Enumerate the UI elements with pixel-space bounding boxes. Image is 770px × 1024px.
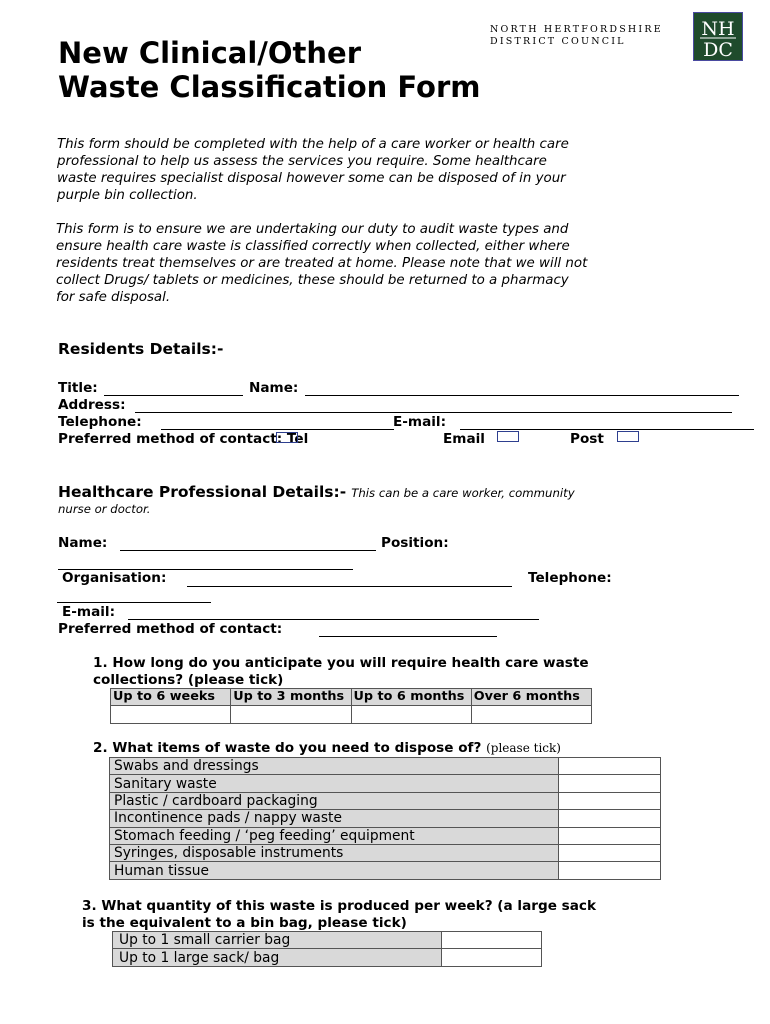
duration-tick-cell[interactable] [111,706,231,723]
question-3-line-2: is the equivalent to a bin bag, please tick) [82,914,407,931]
post-option-label: Post [570,431,604,447]
quantity-tick-cell[interactable] [442,949,542,966]
post-checkbox[interactable] [617,431,639,442]
duration-option: Over 6 months [471,689,591,706]
council-logo [693,12,743,61]
title-field[interactable] [104,395,243,396]
professional-email-field[interactable] [128,619,539,620]
waste-item-label: Human tissue [110,862,559,879]
question-2 [93,740,561,757]
intro-line: purple bin collection. [57,188,198,203]
professional-email-label: E-mail: [62,604,116,620]
intro-line: collect Drugs/ tablets or medicines, these should be returned to a pharmacy [56,273,569,288]
duration-header-row [111,689,592,706]
duration-table [110,688,592,724]
council-line-1: NORTH HERTFORDSHIRE [490,24,663,35]
intro-line: for safe disposal. [56,290,171,305]
table-row [113,949,542,966]
question-3-line-1: 3. What quantity of this waste is produced per week? (a large sack [82,898,597,914]
table-row [110,810,661,827]
professional-heading [58,482,575,501]
email-checkbox[interactable] [497,431,519,442]
resident-email-label: E-mail: [393,414,447,430]
tel-checkbox[interactable] [276,432,298,443]
duration-tick-row [111,706,592,723]
intro-line: This form is to ensure we are undertaking our duty to audit waste types and [56,222,569,237]
quantity-label: Up to 1 small carrier bag [113,932,442,949]
waste-item-tick-cell[interactable] [559,758,661,775]
position-label: Position: [381,535,449,551]
quantity-label: Up to 1 large sack/ bag [113,949,442,966]
residents-heading: Residents Details:- [58,340,224,358]
professional-note-2: nurse or doctor. [58,502,151,516]
council-line-2: DISTRICT COUNCIL [490,36,626,47]
waste-item-tick-cell[interactable] [559,862,661,879]
organisation-field[interactable] [187,586,512,587]
waste-item-label: Syringes, disposable instruments [110,844,559,861]
waste-item-tick-cell[interactable] [559,827,661,844]
waste-item-label: Swabs and dressings [110,758,559,775]
professional-heading-text: Healthcare Professional Details:- [58,483,347,501]
resident-name-field[interactable] [305,395,739,396]
question-3 [82,898,596,931]
duration-option: Up to 6 months [351,689,471,706]
professional-name-field[interactable] [120,550,376,551]
logo-text-top: NH [701,18,735,40]
waste-item-label: Plastic / cardboard packaging [110,792,559,809]
professional-note: This can be a care worker, community [351,486,575,500]
waste-item-label: Incontinence pads / nappy waste [110,810,559,827]
waste-item-tick-cell[interactable] [559,775,661,792]
duration-tick-cell[interactable] [351,706,471,723]
quantity-tick-cell[interactable] [442,932,542,949]
address-label: Address: [58,397,126,413]
professional-telephone-label: Telephone: [528,570,612,586]
intro-paragraph-1 [57,136,569,204]
title-line-1: New Clinical/Other [58,36,361,70]
waste-item-tick-cell[interactable] [559,792,661,809]
question-2-text: 2. What items of waste do you need to dispose of? [93,740,482,756]
professional-contact-field[interactable] [319,636,497,637]
question-1-line-1: 1. How long do you anticipate you will require health care waste [93,655,589,671]
address-field[interactable] [135,412,732,413]
waste-items-table [109,757,661,880]
email-option-label: Email [443,431,485,447]
intro-line: residents treat themselves or are treated at home. Please note that we will not [56,256,588,271]
table-row [110,758,661,775]
resident-contact-label: Preferred method of contact: Tel [58,431,309,447]
table-row [110,775,661,792]
table-row [110,827,661,844]
table-row [110,862,661,879]
organisation-label: Organisation: [62,570,167,586]
professional-name-label: Name: [58,535,108,551]
intro-paragraph-2 [56,221,587,306]
title-line-2: Waste Classification Form [58,70,481,104]
resident-name-label: Name: [249,380,299,396]
page-title [58,36,480,104]
duration-tick-cell[interactable] [471,706,591,723]
waste-item-tick-cell[interactable] [559,844,661,861]
resident-telephone-label: Telephone: [58,414,142,430]
table-row [110,844,661,861]
intro-line: professional to help us assess the services you require. Some healthcare [57,154,547,169]
question-1 [93,655,589,688]
duration-option: Up to 6 weeks [111,689,231,706]
waste-item-tick-cell[interactable] [559,810,661,827]
intro-line: ensure health care waste is classified correctly when collected, either where [56,239,570,254]
intro-line: waste requires specialist disposal however some can be disposed of in your [57,171,566,186]
intro-line: This form should be completed with the help of a care worker or health care [57,137,569,152]
resident-telephone-field[interactable] [161,429,394,430]
quantity-table [112,931,542,967]
waste-item-label: Stomach feeding / ‘peg feeding’ equipment [110,827,559,844]
waste-item-label: Sanitary waste [110,775,559,792]
duration-tick-cell[interactable] [231,706,351,723]
title-label: Title: [58,380,98,396]
professional-contact-label: Preferred method of contact: [58,621,283,637]
duration-option: Up to 3 months [231,689,351,706]
resident-email-field[interactable] [460,429,754,430]
professional-telephone-field[interactable] [57,602,211,603]
question-1-line-2: collections? (please tick) [93,671,284,688]
logo-text-bottom: DC [703,39,733,60]
table-row [110,792,661,809]
question-2-note: (please tick) [486,741,561,755]
council-name [490,24,663,48]
table-row [113,932,542,949]
